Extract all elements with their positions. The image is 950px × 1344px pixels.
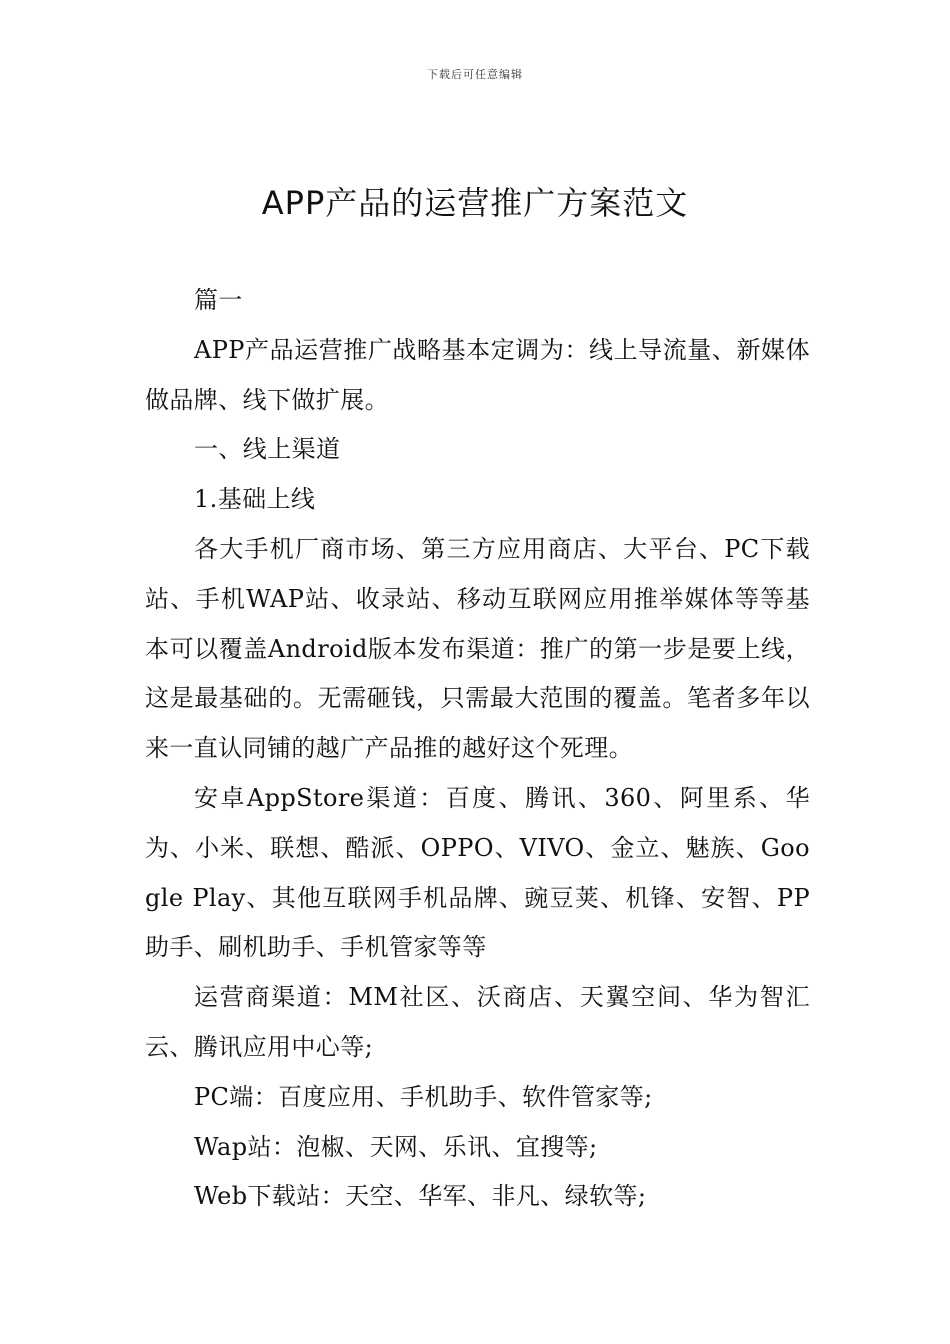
paragraph-wap-channels: Wap站：泡椒、天网、乐讯、宜搜等;	[194, 1132, 598, 1161]
paragraph-web-download-channels: Web下载站：天空、华军、非凡、绿软等;	[194, 1182, 647, 1211]
document-body	[145, 276, 810, 1222]
paragraph-pc-channels: PC端：百度应用、手机助手、软件管家等;	[194, 1082, 653, 1111]
paragraph-android-stores: 安卓AppStore渠道：百度、腾讯、360、阿里系、华为、小米、联想、酷派、OPPO、VIVO、金立、魅族、Google Play、其他互联网手机品牌、豌豆荚、机锋、安智、PP助手、刷机助手、手机管家等等	[145, 783, 810, 962]
page-header-note: 下载后可任意编辑	[427, 68, 523, 81]
paragraph-heading-online-channels: 一、线上渠道	[194, 435, 341, 464]
paragraph-operator-channels: 运营商渠道：MM社区、沃商店、天翼空间、华为智汇云、腾讯应用中心等;	[145, 983, 810, 1061]
document-title: APP产品的运营推广方案范文	[261, 184, 689, 222]
paragraph-distribution: 各大手机厂商市场、第三方应用商店、大平台、PC下载站、手机WAP站、收录站、移动互联网应用推举媒体等等基本可以覆盖Android版本发布渠道：推广的第一步是要上线，这是最基础的。无需砸钱，只需最大范围的覆盖。笔者多年以来一直认同铺的越广产品推的越好这个死理。	[145, 534, 810, 763]
paragraph-heading-basic-launch: 1.基础上线	[194, 485, 316, 514]
paragraph-section-label: 篇一	[194, 286, 243, 314]
paragraph-strategy: APP产品运营推广战略基本定调为：线上导流量、新媒体做品牌、线下做扩展。	[145, 335, 810, 414]
